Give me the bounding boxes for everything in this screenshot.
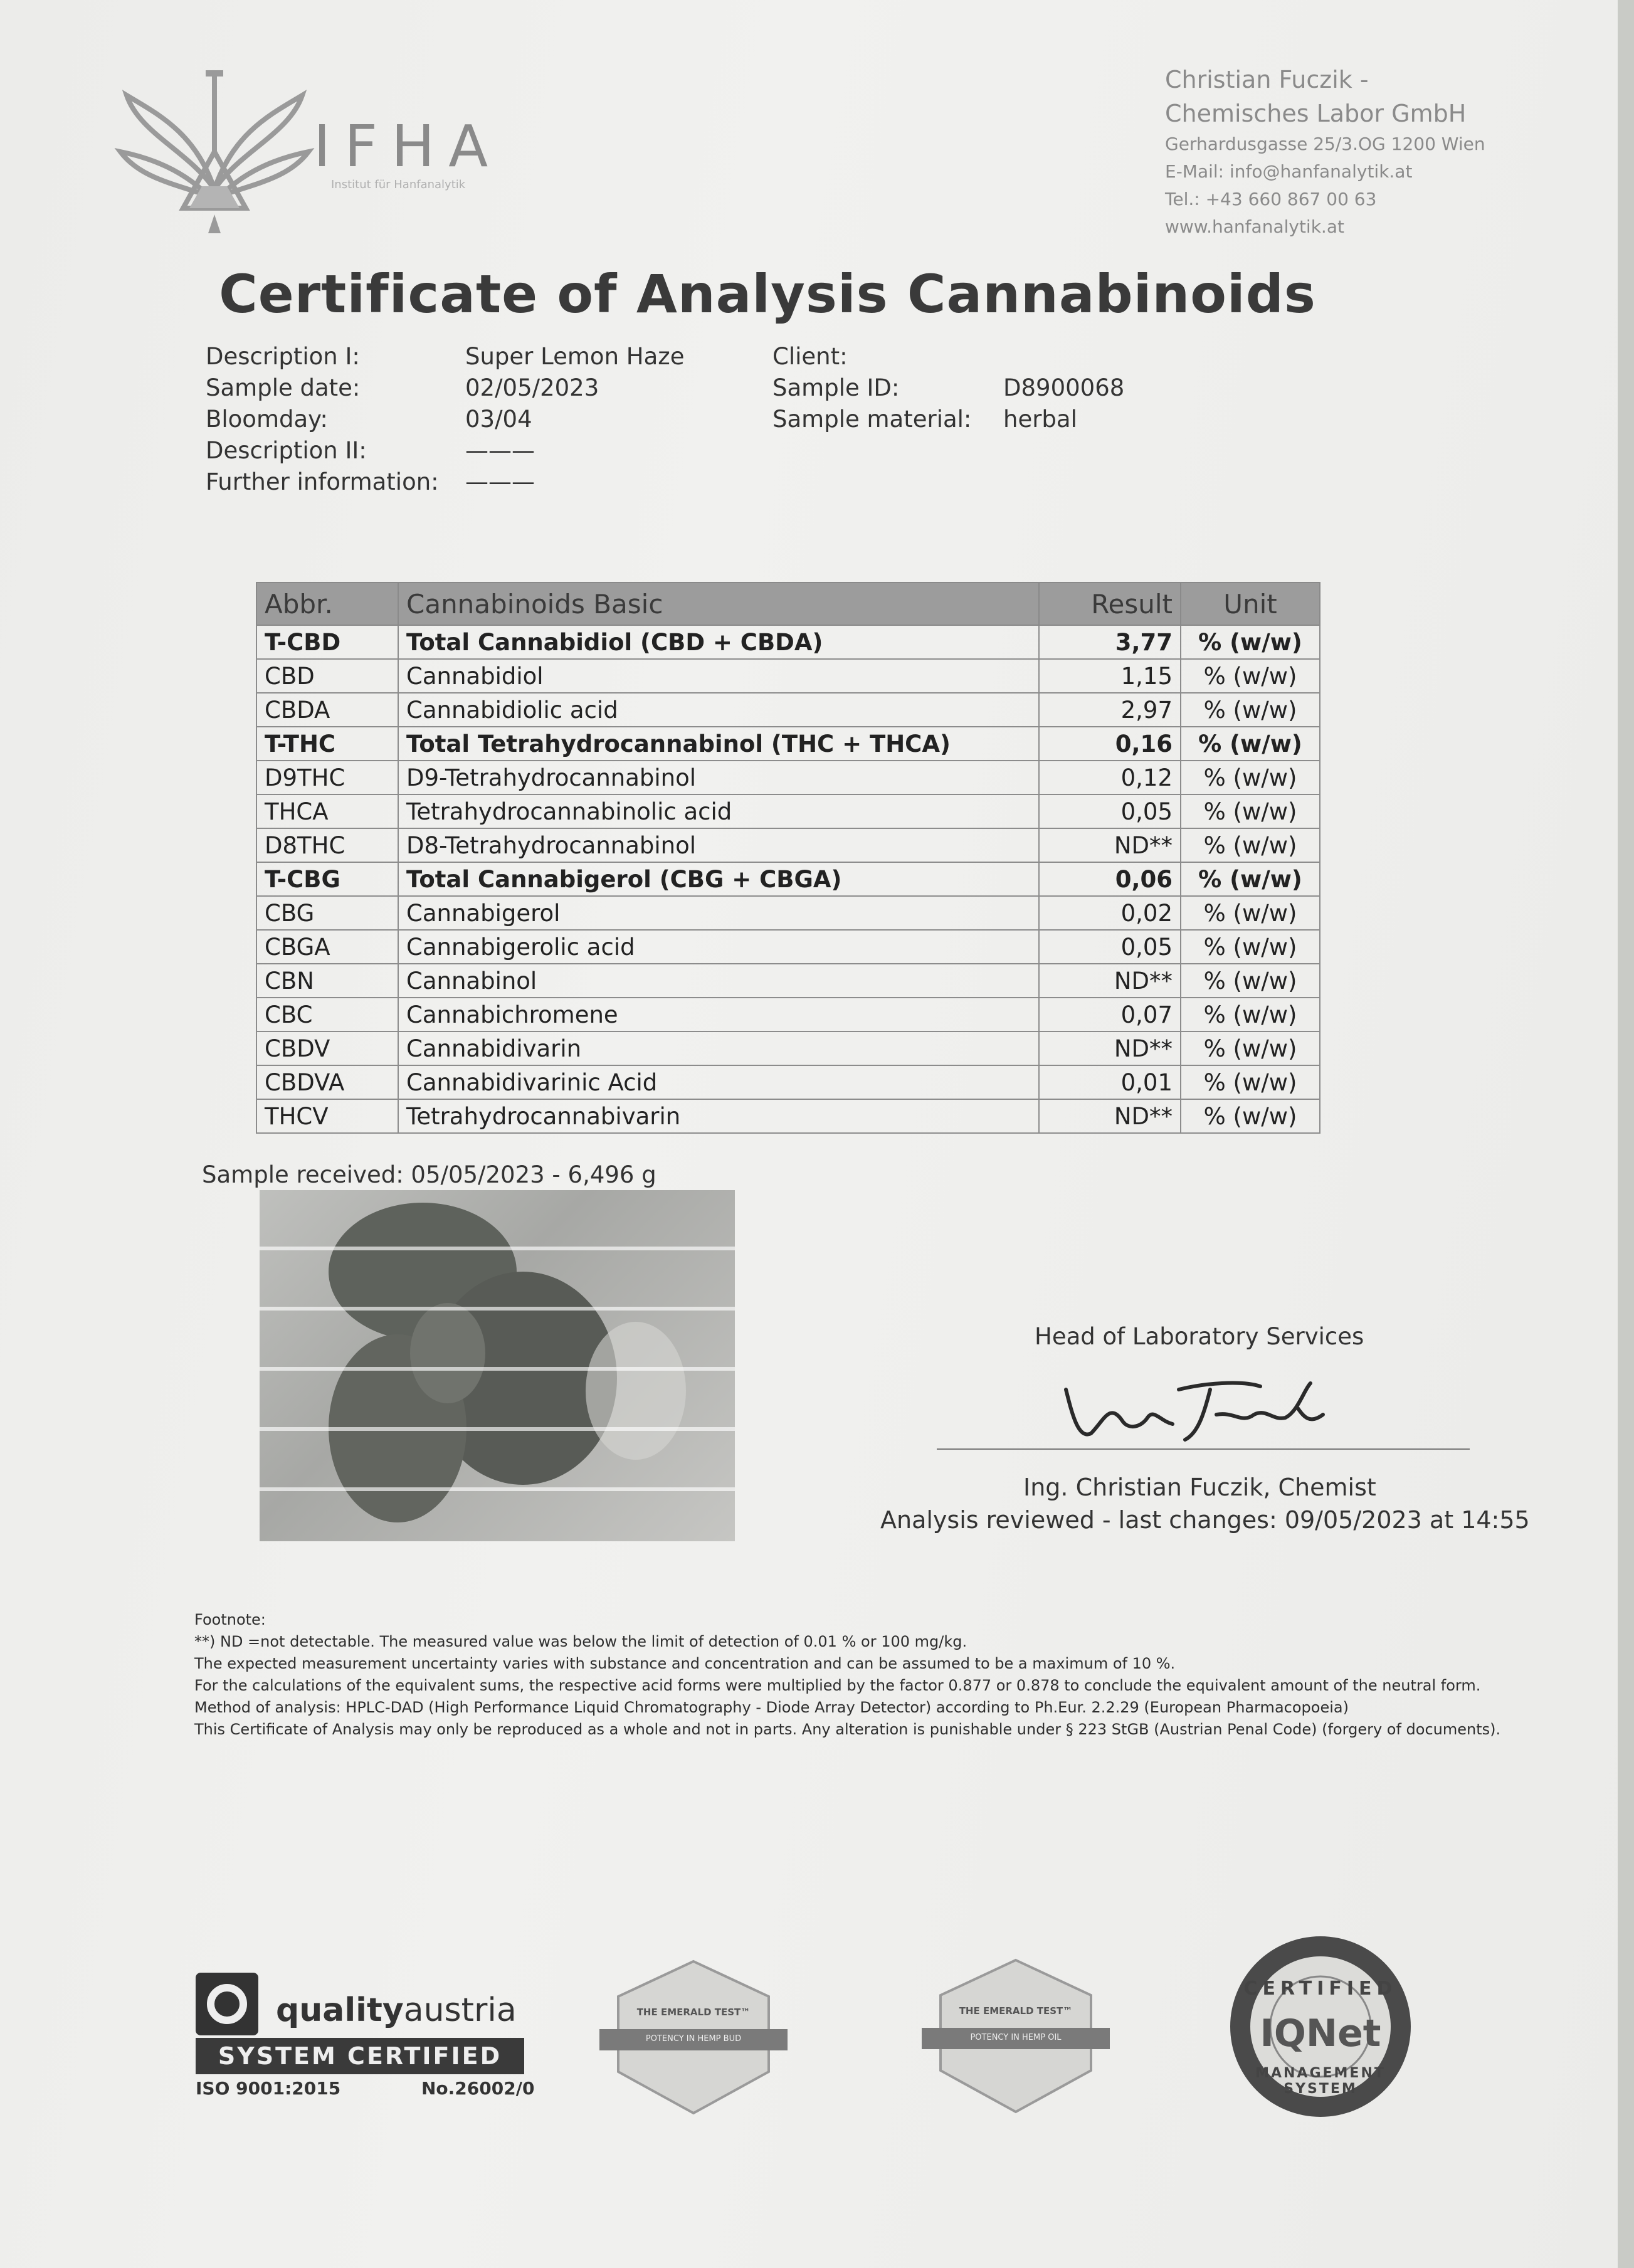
footnote-line: Method of analysis: HPLC-DAD (High Performance Liquid Chromatography - Diode Array Detector) according to Ph.Eur. 2.2.29 (European Pharmacopoeia) (194, 1699, 1349, 1716)
cell-unit: % (w/w) (1181, 1031, 1320, 1065)
info-values-right (1003, 341, 1124, 435)
header-abbr: Abbr. (256, 583, 398, 625)
table-row (256, 761, 1320, 794)
cell-abbr: T-CBG (256, 862, 398, 896)
company-website: www.hanfanalytik.at (1165, 216, 1344, 237)
company-name-line1: Christian Fuczik - (1165, 66, 1369, 93)
cell-unit: % (w/w) (1181, 727, 1320, 761)
emerald-test-badge-oil (922, 1958, 1110, 2114)
footnote-line: This Certificate of Analysis may only be reproduced as a whole and not in parts. Any alteration is punishable under § 223 StGB (Austrian Penal Code) (forgery of documents). (194, 1721, 1501, 1738)
iqnet-badge (1226, 1933, 1415, 2121)
cell-result: 0,05 (1039, 794, 1181, 828)
cell-result: ND** (1039, 828, 1181, 862)
sample-material-label: Sample material: (772, 406, 972, 433)
cell-abbr: THCA (256, 794, 398, 828)
sample-material-value: herbal (1003, 406, 1077, 433)
cell-abbr: CBN (256, 964, 398, 998)
system-certified-label: SYSTEM CERTIFIED (196, 2038, 524, 2074)
company-email: E-Mail: info@hanfanalytik.at (1165, 161, 1413, 182)
cell-name: Total Cannabidiol (CBD + CBDA) (398, 625, 1039, 659)
sample-date-label: Sample date: (206, 374, 361, 401)
client-value (1003, 341, 1124, 372)
company-address: Gerhardusgasse 25/3.OG 1200 Wien (1165, 134, 1485, 154)
cell-result: 1,15 (1039, 659, 1181, 693)
company-block (1165, 63, 1485, 241)
cell-abbr: D9THC (256, 761, 398, 794)
cell-unit: % (w/w) (1181, 998, 1320, 1031)
cell-result: 0,07 (1039, 998, 1181, 1031)
info-labels-left (206, 341, 439, 498)
cell-abbr: D8THC (256, 828, 398, 862)
cell-unit: % (w/w) (1181, 1099, 1320, 1133)
info-labels-right (772, 341, 971, 435)
cell-unit: % (w/w) (1181, 794, 1320, 828)
cell-abbr: CBDA (256, 693, 398, 727)
cell-result: ND** (1039, 964, 1181, 998)
info-values-left (465, 341, 684, 498)
footnote-line: The expected measurement uncertainty varies with substance and concentration and can be assumed to be a maximum of 10 %. (194, 1655, 1176, 1672)
cell-result: 0,16 (1039, 727, 1181, 761)
cell-unit: % (w/w) (1181, 693, 1320, 727)
signature-line (937, 1448, 1470, 1450)
header-unit: Unit (1181, 583, 1320, 625)
cell-result: 0,05 (1039, 930, 1181, 964)
iqnet-management-text: MANAGEMENT SYSTEM (1255, 2065, 1386, 2097)
cell-name: Cannabigerol (398, 896, 1039, 930)
header-name: Cannabinoids Basic (398, 583, 1039, 625)
cell-name: Tetrahydrocannabivarin (398, 1099, 1039, 1133)
cell-name: Cannabidivarin (398, 1031, 1039, 1065)
table-row (256, 828, 1320, 862)
cell-abbr: CBG (256, 896, 398, 930)
footnote-line: Footnote: (194, 1611, 266, 1628)
cell-abbr: T-CBD (256, 625, 398, 659)
table-row (256, 659, 1320, 693)
cell-abbr: T-THC (256, 727, 398, 761)
table-row (256, 896, 1320, 930)
table-row (256, 1031, 1320, 1065)
cell-result: ND** (1039, 1099, 1181, 1133)
table-row (256, 862, 1320, 896)
cell-name: Cannabidiolic acid (398, 693, 1039, 727)
sample-photo (260, 1190, 735, 1541)
signer-name: Ing. Christian Fuczik, Chemist (1023, 1474, 1376, 1501)
table-row (256, 794, 1320, 828)
iso-label: ISO 9001:2015 (196, 2078, 341, 2099)
cell-result: 0,02 (1039, 896, 1181, 930)
cell-result: 0,06 (1039, 862, 1181, 896)
table-row (256, 930, 1320, 964)
cell-abbr: CBDVA (256, 1065, 398, 1099)
cell-unit: % (w/w) (1181, 862, 1320, 896)
cell-name: D9-Tetrahydrocannabinol (398, 761, 1039, 794)
cell-abbr: CBC (256, 998, 398, 1031)
quality-austria-q-icon (196, 1973, 258, 2035)
table-body (256, 625, 1320, 1133)
quality-austria-badge (196, 1973, 534, 2104)
cell-unit: % (w/w) (1181, 1065, 1320, 1099)
cell-abbr: CBD (256, 659, 398, 693)
cell-name: Total Tetrahydrocannabinol (THC + THCA) (398, 727, 1039, 761)
table-row (256, 693, 1320, 727)
emerald-ribbon: POTENCY IN HEMP BUD (645, 2034, 742, 2044)
sample-date-value: 02/05/2023 (465, 374, 599, 401)
sample-id-label: Sample ID: (772, 374, 900, 401)
footnote-line: **) ND =not detectable. The measured value was below the limit of detection of 0.01 % or 100 mg/kg. (194, 1633, 967, 1650)
cell-unit: % (w/w) (1181, 964, 1320, 998)
signature-image (1053, 1364, 1329, 1452)
client-label: Client: (772, 343, 848, 370)
further-info-label: Further information: (206, 468, 439, 495)
cell-unit: % (w/w) (1181, 625, 1320, 659)
cell-result: ND** (1039, 1031, 1181, 1065)
footnote-line: For the calculations of the equivalent sums, the respective acid forms were multiplied by the factor 0.877 or 0.878 to conclude the equivalent amount of the neutral form. (194, 1677, 1481, 1694)
cell-name: Cannabichromene (398, 998, 1039, 1031)
table-row (256, 964, 1320, 998)
emerald-ribbon: POTENCY IN HEMP OIL (970, 2033, 1062, 2042)
table-row (256, 625, 1320, 659)
cell-result: 2,97 (1039, 693, 1181, 727)
cell-result: 0,01 (1039, 1065, 1181, 1099)
cell-result: 3,77 (1039, 625, 1181, 659)
cell-name: D8-Tetrahydrocannabinol (398, 828, 1039, 862)
cell-unit: % (w/w) (1181, 761, 1320, 794)
cell-name: Cannabidivarinic Acid (398, 1065, 1039, 1099)
bloomday-value: 03/04 (465, 406, 532, 433)
emerald-title: THE EMERALD TEST™ (636, 2007, 751, 2018)
cell-abbr: CBGA (256, 930, 398, 964)
table-row (256, 727, 1320, 761)
iqnet-certified-text: CERTIFIED (1243, 1978, 1398, 2000)
cell-abbr: THCV (256, 1099, 398, 1133)
cell-name: Cannabigerolic acid (398, 930, 1039, 964)
further-info-value: ——— (465, 468, 535, 495)
description2-value: ——— (465, 437, 535, 464)
iqnet-name: IQNet (1260, 2012, 1381, 2055)
cell-name: Tetrahydrocannabinolic acid (398, 794, 1039, 828)
cell-name: Total Cannabigerol (CBG + CBGA) (398, 862, 1039, 896)
header-result: Result (1039, 583, 1181, 625)
emerald-title: THE EMERALD TEST™ (959, 2005, 1073, 2017)
cell-unit: % (w/w) (1181, 659, 1320, 693)
cell-unit: % (w/w) (1181, 828, 1320, 862)
table-row (256, 1099, 1320, 1133)
bloomday-label: Bloomday: (206, 406, 328, 433)
page-title-text: Certificate of Analysis Cannabinoids (219, 263, 1316, 325)
company-phone: Tel.: +43 660 867 00 63 (1165, 189, 1377, 209)
sample-received: Sample received: 05/05/2023 - 6,496 g (202, 1161, 656, 1188)
sample-id-value: D8900068 (1003, 374, 1125, 401)
description2-label: Description II: (206, 437, 367, 464)
description1-value: Super Lemon Haze (465, 343, 685, 370)
table-row (256, 1065, 1320, 1099)
logo-subtitle: Institut für Hanfanalytik (331, 178, 466, 191)
company-name-line2: Chemisches Labor GmbH (1165, 100, 1467, 127)
review-timestamp: Analysis reviewed - last changes: 09/05/2023 at 14:55 (880, 1506, 1530, 1534)
cell-unit: % (w/w) (1181, 896, 1320, 930)
cell-name: Cannabidiol (398, 659, 1039, 693)
cannabinoid-results-table (256, 582, 1320, 1134)
cell-unit: % (w/w) (1181, 930, 1320, 964)
cell-result: 0,12 (1039, 761, 1181, 794)
cell-abbr: CBDV (256, 1031, 398, 1065)
certificate-number: No.26002/0 (421, 2078, 535, 2099)
logo-wordmark: IFHA (314, 113, 502, 180)
ifha-logo-icon (114, 58, 315, 240)
cell-name: Cannabinol (398, 964, 1039, 998)
description1-label: Description I: (206, 343, 360, 370)
head-of-lab-label: Head of Laboratory Services (1035, 1323, 1364, 1350)
table-header-row (256, 583, 1320, 625)
emerald-test-badge-bud (599, 1959, 788, 2116)
quality-austria-brand: qualityaustria (276, 1991, 517, 2029)
page-title (0, 263, 1618, 325)
footnotes (194, 1609, 1524, 1741)
table-row (256, 998, 1320, 1031)
